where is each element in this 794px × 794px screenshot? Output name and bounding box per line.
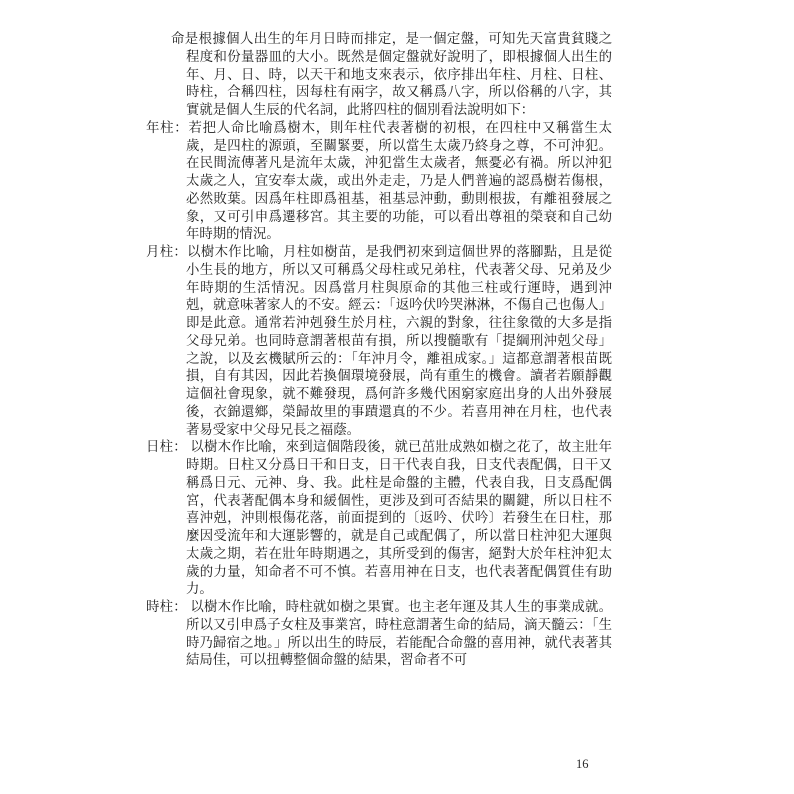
pillar-entry-hour [146,598,612,669]
pillar-label-month: 月柱： [146,244,188,259]
pillar-entry-day [146,438,612,598]
pillar-text-year: 若把人命比喻爲樹木，則年柱代表著樹的初根，在四柱中又稱當生太歲，是四柱的源頭，至關緊要，所以當生太歲乃終身之尊，不可沖犯。在民間流傳著凡是流年太歲，沖犯當生太歲者，無憂必有禍。所以沖犯太歲之人，宜安奉太歲，或出外走走，乃是人們普遍的認爲樹若傷根，必然敗葉。因爲年柱即爲祖基，祖基忌沖動，動則根拔，有離祖發展之象，又可引申爲遷移宮。其主要的功能，可以看出尊祖的榮衰和自己幼年時期的情況。 [186,119,613,242]
pillar-text-day: 以樹木作比喻，來到這個階段後，就已茁壯成熟如樹之花了，故主壯年時期。日柱又分爲日干和日支，日干代表自我，日支代表配偶，日干又稱爲日元、元神、身、我。此柱是命盤的主體，代表自我，日支爲配偶宮，代表著配偶本身和緩個性，更涉及到可否結果的關鍵，所以日柱不喜沖剋，沖則根傷花落，前面提到的〔返吟、伏吟〕若發生在日柱，那麼因受流年和大運影響的，就是自己或配偶了，所以當日柱沖犯大運與太歲之期，若在壯年時期遇之，其所受到的傷害，絕對大於年柱沖犯太歲的力量，知命者不可不慎。若喜用神在日支，也代表著配偶質佳有助力。 [186,439,612,597]
pillar-entry-month [146,243,613,438]
pillar-text-hour: 以樹木作比喻，時柱就如樹之果實。也主老年運及其人生的事業成就。所以又引申爲子女柱及事業宮，時柱意謂著生命的結局，滴天髓云：「生時乃歸宿之地。」所以出生的時辰，若能配合命盤的喜用神，就代表著其結局佳，可以扭轉整個命盤的結果，習命者不可 [186,599,612,668]
pillar-label-hour: 時柱： [146,599,187,614]
pillar-entry-year [146,119,613,243]
page-number: 16 [576,757,589,771]
pillar-text-month: 以樹木作比喻，月柱如樹苗，是我們初來到這個世界的落腳點，且是從小生長的地方，所以又可稱爲父母柱或兄弟柱，代表著父母、兄弟及少年時期的生活情況。因爲當月柱與原命的其他三柱或行運時，遇到沖剋，就意味著家人的不安。經云：「返吟伏吟哭淋淋，不傷自己也傷人」即是此意。通常若沖剋發生於月柱，六親的對象，往往象徵的大多是指父母兄弟。也同時意謂著根苗有損，所以搜髓歌有「提綱刑沖剋父母」之說，以及玄機賦所云的：「年沖月令，離祖成家。」這都意謂著根苗既損，自有其因，因此若換個環境發展，尚有重生的機會。讀者若願靜觀這個社會現象，就不難發現，爲何許多幾代困窮家庭出身的人出外發展後，衣錦還鄉，榮歸故里的事蹟還真的不少。若喜用神在月柱，也代表著易受家中父母兄長之福蔭。 [186,244,613,437]
text-block [146,30,613,669]
pillar-label-day: 日柱： [146,439,187,455]
pillar-label-year: 年柱： [146,119,189,135]
intro-paragraph: 命是根據個人出生的年月日時而排定，是一個定盤，可知先天富貴貧賤之程度和份量器皿的大小。既然是個定盤就好說明了，即根據個人出生的年、月、日、時，以天干和地支來表示，依序排出年柱、月柱、日柱、時柱，合稱四柱，因每柱有兩字，故又稱爲八字，所以俗稱的八字，其實就是個人生辰的代名詞，此將四柱的個別看法說明如下： [171,31,612,117]
